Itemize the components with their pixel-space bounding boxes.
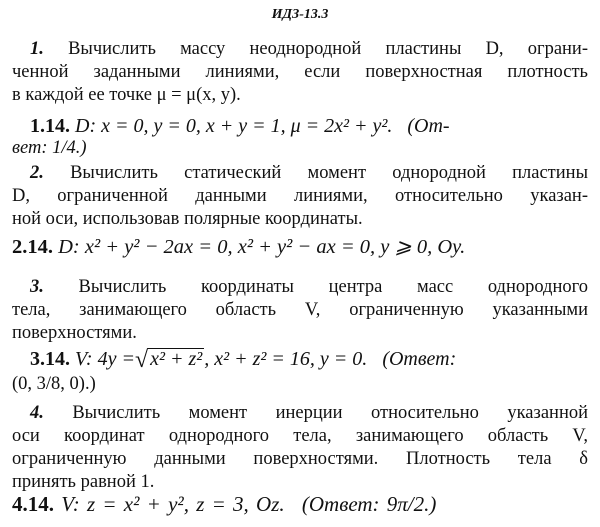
variant-3-answer-open: (Ответ: xyxy=(382,348,457,370)
task-1-statement xyxy=(12,38,588,107)
task-4-line-1: 4. Вычислить момент инерции относительно указанной xyxy=(30,403,588,423)
task-4-variant xyxy=(12,492,436,516)
variant-3-number: 3.14. xyxy=(30,348,70,370)
task-2-line-1: 2. Вычислить статический момент однородной пластины xyxy=(30,163,588,183)
variant-3-formula-rest: , x² + z² = 16, y = 0. xyxy=(204,348,368,370)
task-1-variant xyxy=(30,114,588,138)
task-1-line-1: 1. Вычислить массу неоднородной пластины D, ограни- xyxy=(30,39,588,59)
square-root: √ x² + z² xyxy=(134,347,203,373)
task-2-line-2: D, ограниченной данными линиями, относительно указан- xyxy=(12,186,588,206)
variant-1-number: 1.14. xyxy=(30,115,70,137)
variant-3-answer: (0, 3/8, 0).) xyxy=(12,374,96,394)
variant-1-formula: D: x = 0, y = 0, x + y = 1, μ = 2x² + y². xyxy=(75,115,393,137)
task-1-line-2: ченной заданными линиями, если поверхностная плотность xyxy=(12,62,588,82)
variant-4-formula: V: z = x² + y², z = 3, Oz. xyxy=(61,492,285,516)
task-1-number: 1. xyxy=(30,39,44,59)
task-2-variant xyxy=(12,235,465,259)
variant-2-number: 2.14. xyxy=(12,236,53,258)
task-3-line-1: 3. Вычислить координаты центра масс однородного xyxy=(30,277,589,297)
task-2-statement xyxy=(12,162,588,231)
task-3-line-2: тела, занимающего область V, ограниченную указанными xyxy=(12,300,588,320)
task-3-variant xyxy=(30,347,456,372)
variant-3-formula-lhs: V: 4y = xyxy=(75,348,135,370)
task-4-line-3: ограниченную данными поверхностями. Плотность тела δ xyxy=(12,449,588,469)
task-3-number: 3. xyxy=(30,277,44,297)
document-title: ИДЗ-13.3 xyxy=(271,7,329,22)
task-4-line-2: оси координат однородного тела, занимающего область V, xyxy=(12,426,588,446)
task-2-line-3: ной оси, использовав полярные координаты. xyxy=(12,209,363,229)
variant-4-answer: (Ответ: 9π/2.) xyxy=(301,492,437,516)
task-4-number: 4. xyxy=(30,403,44,423)
variant-4-number: 4.14. xyxy=(12,492,54,516)
task-1-line-3: в каждой ее точке μ = μ(x, y). xyxy=(12,85,241,105)
task-3-statement xyxy=(12,276,588,345)
task-2-number: 2. xyxy=(30,163,44,183)
task-4-line-4: принять равной 1. xyxy=(12,472,155,492)
task-3-line-3: поверхностями. xyxy=(12,323,137,343)
variant-1-answer: вет: 1/4.) xyxy=(12,138,87,158)
variant-1-answer-open: (От- xyxy=(407,115,450,137)
variant-3-radicand: x² + z² xyxy=(150,348,203,370)
variant-2-formula: D: x² + y² − 2ax = 0, x² + y² − ax = 0, y ⩾ 0, Oy. xyxy=(58,236,466,258)
task-4-statement xyxy=(12,402,588,494)
